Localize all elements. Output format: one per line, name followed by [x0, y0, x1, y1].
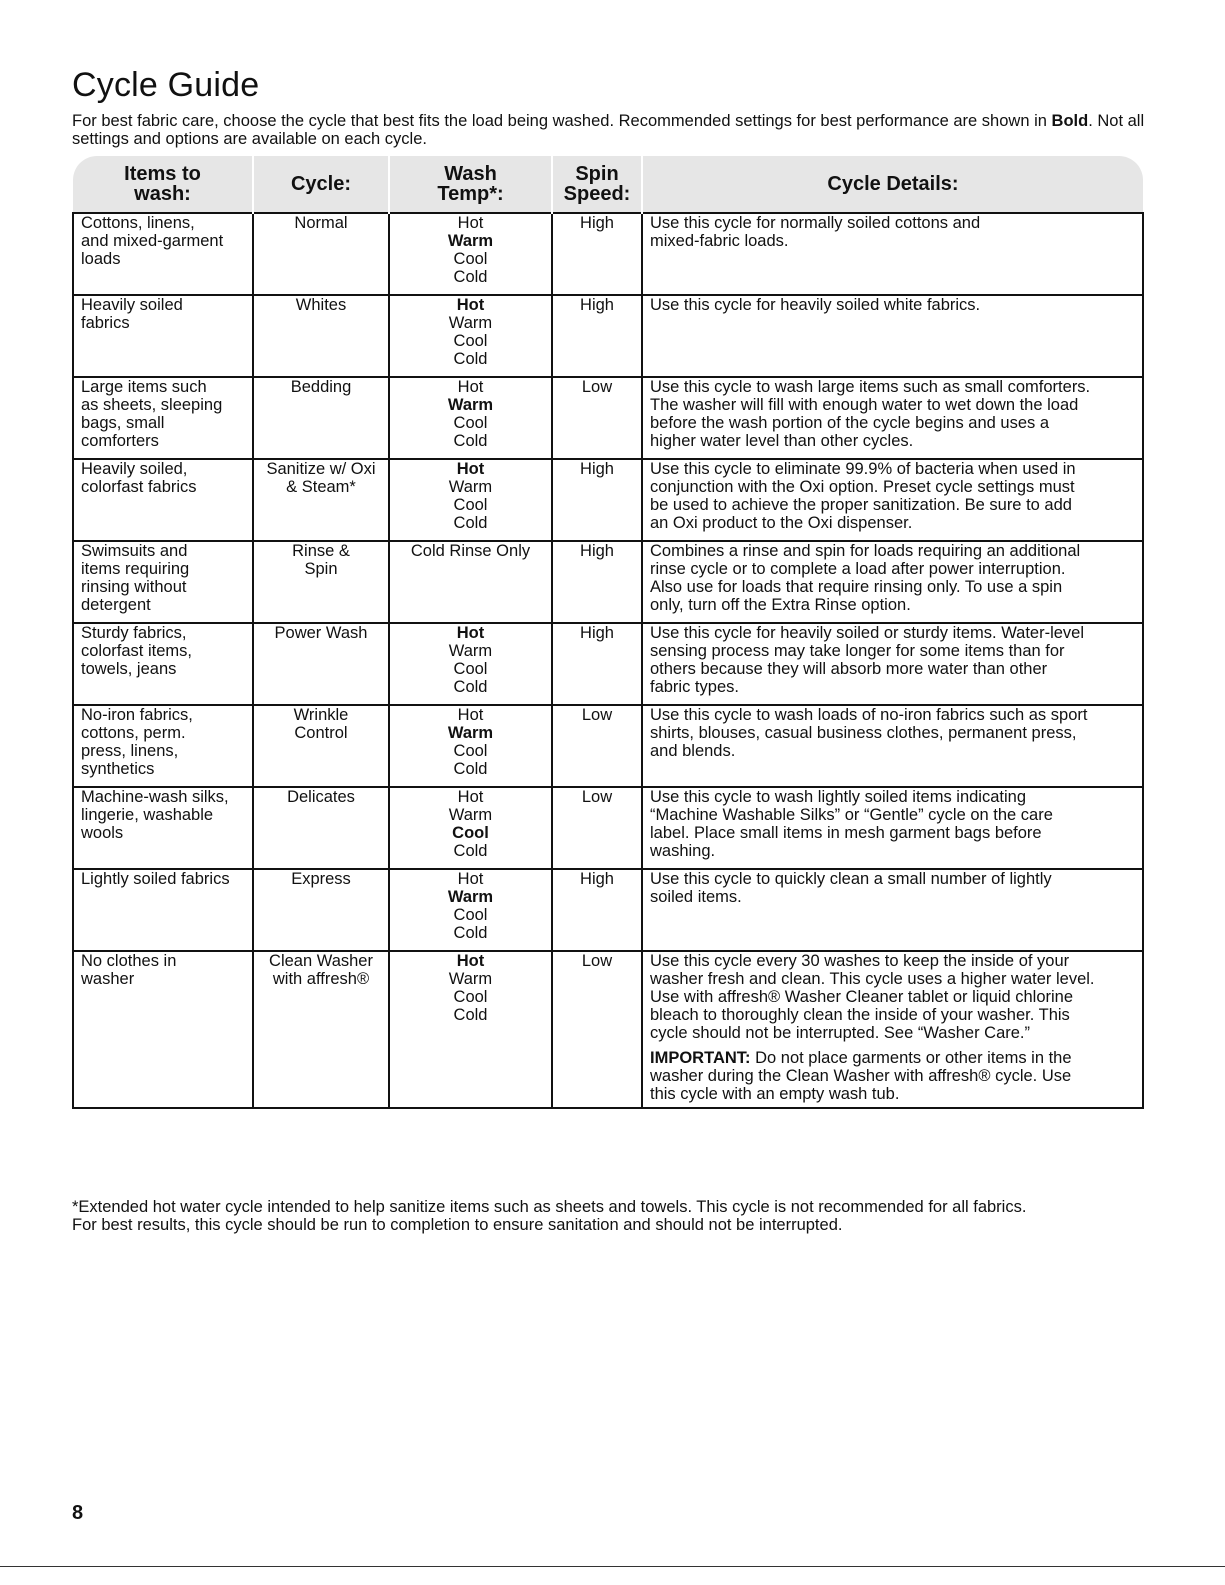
header-cycle-details — [642, 156, 1143, 213]
cycle-details-cell-line: higher water level than other cycles. — [650, 432, 914, 450]
cycle-details-cell — [642, 541, 1143, 623]
cycle-details-cell — [642, 377, 1143, 459]
wash-temp-cell — [389, 623, 552, 705]
temp-option: Cool — [453, 742, 488, 760]
cycle-cell — [253, 459, 389, 541]
temp-option: Cold — [453, 924, 488, 942]
cycle-details-cell-line: The washer will fill with enough water to wet down the load — [650, 396, 1079, 414]
spin-speed-cell: High — [552, 459, 642, 541]
items-cell — [73, 295, 253, 377]
cycle-details-cell-line: others because they will absorb more water than other — [650, 660, 1048, 678]
wash-temp-cell — [389, 459, 552, 541]
table-row — [73, 951, 1143, 1108]
table-row — [73, 213, 1143, 295]
items-cell — [73, 377, 253, 459]
header-spin-line1: Spin — [575, 163, 619, 185]
important-text-line: this cycle with an empty wash tub. — [650, 1085, 900, 1103]
wash-temp-cell — [389, 541, 552, 623]
recommended-temp: Warm — [447, 724, 494, 742]
header-items-line2: wash: — [134, 183, 191, 205]
important-text-line: Do not place garments or other items in the — [755, 1049, 1072, 1067]
cycle-cell — [253, 213, 389, 295]
header-cycle — [253, 156, 389, 213]
table-row — [73, 705, 1143, 787]
cycle-details-cell-line: Use this cycle to wash loads of no-iron fabrics such as sport — [650, 706, 1088, 724]
temp-option: Cold — [453, 760, 488, 778]
temp-option: Cool — [453, 906, 488, 924]
items-cell-line: comforters — [81, 432, 159, 450]
spin-speed-cell: Low — [552, 787, 642, 869]
cycle-cell — [253, 787, 389, 869]
items-cell-line: items requiring — [81, 560, 190, 578]
items-cell-line: Cottons, linens, — [81, 214, 195, 232]
items-cell — [73, 459, 253, 541]
spin-speed-cell: High — [552, 295, 642, 377]
temp-option: Cold — [453, 678, 488, 696]
temp-option: Cold — [453, 1006, 488, 1024]
cycle-details-cell-line: be used to achieve the proper sanitization. Be sure to add — [650, 496, 1072, 514]
cycle-details-cell-line: Use this cycle for heavily soiled white fabrics. — [650, 296, 981, 314]
table-row — [73, 869, 1143, 951]
footnote-line1: *Extended hot water cycle intended to help sanitize items such as sheets and towels. This cycle is not recommended for all fabrics. — [72, 1198, 1027, 1216]
cycle-details-cell-line: cycle should not be interrupted. See “Washer Care.” — [650, 1024, 1030, 1042]
temp-option: Cold — [453, 514, 488, 532]
temp-option: Cool — [453, 414, 488, 432]
wash-temp-cell — [389, 869, 552, 951]
items-cell-line: bags, small — [81, 414, 165, 432]
items-cell — [73, 869, 253, 951]
footnote — [72, 1198, 1152, 1234]
cycle-cell-line: Rinse & — [292, 542, 350, 560]
items-cell-line: loads — [81, 250, 121, 268]
footnote-line2: For best results, this cycle should be run to completion to ensure sanitation and should not be interrupted. — [72, 1216, 843, 1234]
items-cell-line: washer — [81, 970, 135, 988]
wash-temp-cell — [389, 705, 552, 787]
header-spin-speed — [552, 156, 642, 213]
temp-option: Cool — [453, 988, 488, 1006]
temp-option: Hot — [457, 214, 484, 232]
table-row — [73, 377, 1143, 459]
temp-option: Cold — [453, 268, 488, 286]
wash-temp-cell — [389, 295, 552, 377]
temp-option: Cool — [453, 250, 488, 268]
cycle-details-cell-line: label. Place small items in mesh garment bags before — [650, 824, 1042, 842]
items-cell-line: Swimsuits and — [81, 542, 188, 560]
spin-speed-cell: High — [552, 213, 642, 295]
cycle-details-cell-line: rinse cycle or to complete a load after power interruption. — [650, 560, 1066, 578]
intro-text-part2: . Not all settings and options are available on each cycle. — [72, 112, 1145, 148]
recommended-temp: Hot — [456, 952, 485, 970]
temp-option: Warm — [448, 642, 493, 660]
items-cell — [73, 213, 253, 295]
temp-option: Hot — [457, 378, 484, 396]
cycle-cell — [253, 295, 389, 377]
intro-paragraph — [72, 112, 1152, 148]
cycle-details-cell-line: Also use for loads that require rinsing only. To use a spin — [650, 578, 1063, 596]
items-cell-line: towels, jeans — [81, 660, 177, 678]
items-cell — [73, 705, 253, 787]
cycle-cell-line: Express — [291, 870, 351, 888]
cycle-details-cell-line: bleach to thoroughly clean the inside of your washer. This — [650, 1006, 1070, 1024]
cycle-details-cell-line: before the wash portion of the cycle begins and uses a — [650, 414, 1050, 432]
items-cell-line: wools — [81, 824, 124, 842]
cycle-cell-line: Whites — [295, 296, 347, 314]
cycle-details-cell — [642, 295, 1143, 377]
spin-speed-cell: High — [552, 869, 642, 951]
cycle-details-cell-line: washing. — [650, 842, 716, 860]
cycle-details-cell-line: shirts, blouses, casual business clothes, permanent press, — [650, 724, 1077, 742]
temp-option: Warm — [448, 970, 493, 988]
wash-temp-cell — [389, 787, 552, 869]
cycle-details-cell — [642, 951, 1143, 1108]
cycle-cell — [253, 377, 389, 459]
items-cell-line: fabrics — [81, 314, 130, 332]
cycle-details-cell-line: Use with affresh® Washer Cleaner tablet or liquid chlorine — [650, 988, 1074, 1006]
recommended-temp: Hot — [456, 460, 485, 478]
cycle-details-cell — [642, 623, 1143, 705]
temp-option: Cool — [453, 496, 488, 514]
items-cell-line: Heavily soiled — [81, 296, 183, 314]
items-cell — [73, 623, 253, 705]
temp-option: Warm — [448, 478, 493, 496]
items-cell-line: colorfast fabrics — [81, 478, 197, 496]
header-temp-line1: Wash — [444, 163, 497, 185]
items-cell — [73, 787, 253, 869]
temp-option: Cold — [453, 350, 488, 368]
cycle-details-cell-line: Use this cycle for normally soiled cottons and — [650, 214, 981, 232]
items-cell-line: as sheets, sleeping — [81, 396, 223, 414]
table-row — [73, 787, 1143, 869]
items-cell-line: No clothes in — [81, 952, 177, 970]
header-items-line1: Items to — [124, 163, 201, 185]
bottom-divider — [0, 1566, 1225, 1567]
cycle-details-cell — [642, 787, 1143, 869]
cycle-cell — [253, 541, 389, 623]
temp-option: Hot — [457, 706, 484, 724]
cycle-cell-line: Bedding — [290, 378, 352, 396]
cycle-cell — [253, 623, 389, 705]
recommended-temp: Warm — [447, 232, 494, 250]
table-row — [73, 541, 1143, 623]
temp-option: Warm — [448, 314, 493, 332]
header-details-label: Cycle Details: — [827, 173, 959, 195]
items-cell-line: Sturdy fabrics, — [81, 624, 187, 642]
cycle-details-cell-line: “Machine Washable Silks” or “Gentle” cycle on the care — [650, 806, 1053, 824]
cycle-guide-table — [72, 156, 1144, 1109]
table-body — [73, 213, 1143, 1108]
items-cell — [73, 951, 253, 1108]
cycle-details-cell-line: washer fresh and clean. This cycle uses a higher water level. — [650, 970, 1095, 988]
temp-option: Cold Rinse Only — [410, 542, 531, 560]
cycle-details-cell — [642, 705, 1143, 787]
cycle-cell — [253, 951, 389, 1108]
cycle-cell-line: Control — [294, 724, 348, 742]
temp-option: Cold — [453, 842, 488, 860]
items-cell-line: colorfast items, — [81, 642, 192, 660]
recommended-temp: Warm — [447, 396, 494, 414]
wash-temp-cell — [389, 951, 552, 1108]
spin-speed-cell: Low — [552, 377, 642, 459]
recommended-temp: Hot — [456, 296, 485, 314]
cycle-details-cell-line: mixed-fabric loads. — [650, 232, 789, 250]
table-row — [73, 295, 1143, 377]
intro-text-part1: For best fabric care, choose the cycle that best fits the load being washed. Recommended settings for best performance are shown in — [72, 112, 1052, 130]
items-cell-line: Lightly soiled fabrics — [81, 870, 230, 888]
recommended-temp: Warm — [447, 888, 494, 906]
table-header-row — [73, 156, 1143, 213]
wash-temp-cell — [389, 213, 552, 295]
cycle-cell-line: Normal — [294, 214, 348, 232]
temp-option: Cool — [453, 332, 488, 350]
spin-speed-cell: Low — [552, 705, 642, 787]
table-row — [73, 623, 1143, 705]
cycle-details-cell-line: an Oxi product to the Oxi dispenser. — [650, 514, 913, 532]
header-spin-line2: Speed: — [563, 183, 631, 205]
header-wash-temp — [389, 156, 552, 213]
cycle-details-cell-line: fabric types. — [650, 678, 739, 696]
items-cell-line: synthetics — [81, 760, 155, 778]
intro-bold-word: Bold — [1051, 112, 1089, 130]
items-cell — [73, 541, 253, 623]
temp-option: Cool — [453, 660, 488, 678]
temp-option: Warm — [448, 806, 493, 824]
cycle-details-cell-line: Use this cycle to eliminate 99.9% of bacteria when used in — [650, 460, 1076, 478]
items-cell-line: detergent — [81, 596, 151, 614]
cycle-details-cell-line: Use this cycle for heavily soiled or sturdy items. Water-level — [650, 624, 1085, 642]
cycle-cell — [253, 869, 389, 951]
items-cell-line: press, linens, — [81, 742, 179, 760]
table-row — [73, 459, 1143, 541]
spin-speed-cell: High — [552, 623, 642, 705]
recommended-temp: Cool — [452, 824, 489, 842]
cycle-cell-line: Power Wash — [274, 624, 368, 642]
cycle-details-cell-line: Use this cycle to wash large items such as small comforters. — [650, 378, 1091, 396]
page-number: 8 — [72, 1502, 84, 1524]
cycle-details-cell-line: conjunction with the Oxi option. Preset cycle settings must — [650, 478, 1075, 496]
items-cell-line: No-iron fabrics, — [81, 706, 193, 724]
items-cell-line: lingerie, washable — [81, 806, 214, 824]
cycle-cell-line: Wrinkle — [293, 706, 349, 724]
cycle-details-cell-line: Combines a rinse and spin for loads requiring an additional — [650, 542, 1081, 560]
cycle-cell-line: with affresh® — [272, 970, 370, 988]
cycle-cell-line: Clean Washer — [269, 952, 373, 970]
recommended-temp: Hot — [456, 624, 485, 642]
items-cell-line: and mixed-garment — [81, 232, 224, 250]
spin-speed-cell: Low — [552, 951, 642, 1108]
spin-speed-cell: High — [552, 541, 642, 623]
cycle-details-cell — [642, 869, 1143, 951]
important-note — [650, 1049, 1135, 1103]
cycle-details-cell-line: sensing process may take longer for some items than for — [650, 642, 1065, 660]
cycle-details-cell-line: Use this cycle to wash lightly soiled items indicating — [650, 788, 1026, 806]
temp-option: Hot — [457, 788, 484, 806]
cycle-cell-line: Spin — [304, 560, 338, 578]
items-cell-line: Heavily soiled, — [81, 460, 188, 478]
important-label: IMPORTANT: — [650, 1049, 751, 1067]
cycle-cell-line: Delicates — [287, 788, 355, 806]
cycle-cell-line: & Steam* — [286, 478, 356, 496]
temp-option: Cold — [453, 432, 488, 450]
wash-temp-cell — [389, 377, 552, 459]
important-text-line: washer during the Clean Washer with affresh® cycle. Use — [650, 1067, 1072, 1085]
items-cell-line: Machine-wash silks, — [81, 788, 229, 806]
cycle-details-cell — [642, 213, 1143, 295]
items-cell-line: Large items such — [81, 378, 207, 396]
cycle-cell-line: Sanitize w/ Oxi — [266, 460, 376, 478]
cycle-details-cell-line: Use this cycle every 30 washes to keep the inside of your — [650, 952, 1070, 970]
cycle-details-cell-line: Use this cycle to quickly clean a small number of lightly — [650, 870, 1052, 888]
cycle-details-cell-line: soiled items. — [650, 888, 742, 906]
cycle-details-cell-line: only, turn off the Extra Rinse option. — [650, 596, 911, 614]
header-items-to-wash — [73, 156, 253, 213]
cycle-details-cell — [642, 459, 1143, 541]
items-cell-line: cottons, perm. — [81, 724, 186, 742]
cycle-cell — [253, 705, 389, 787]
items-cell-line: rinsing without — [81, 578, 187, 596]
header-temp-line2: Temp*: — [437, 183, 504, 205]
header-cycle-label: Cycle: — [290, 173, 352, 195]
temp-option: Hot — [457, 870, 484, 888]
page-title: Cycle Guide — [72, 66, 260, 104]
cycle-details-cell-line: and blends. — [650, 742, 736, 760]
